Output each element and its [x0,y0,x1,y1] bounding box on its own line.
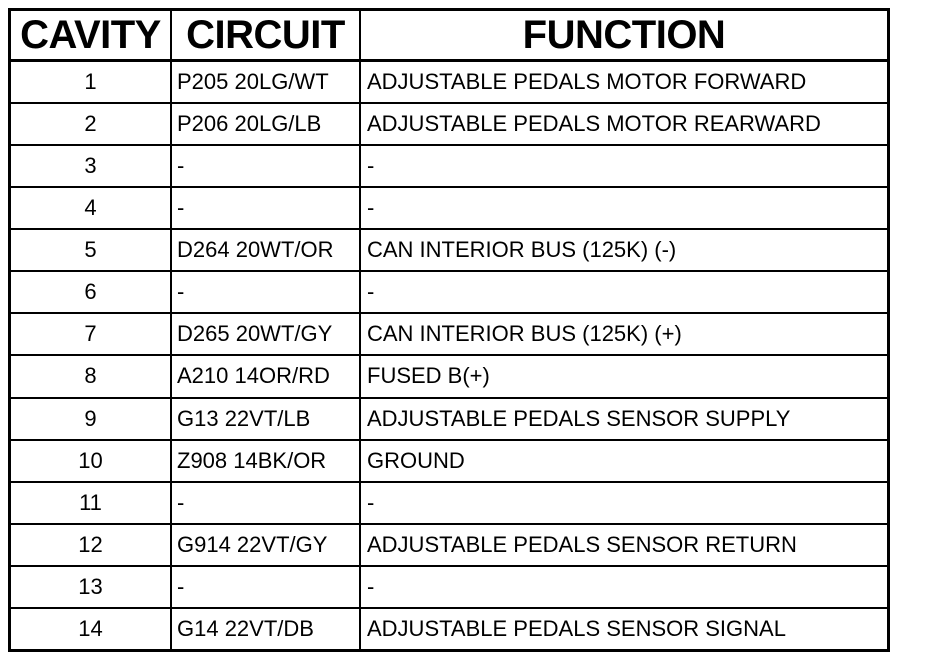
table-body [11,61,887,650]
circuit-cell: - [171,145,360,187]
table-row [11,355,887,397]
table-row [11,313,887,355]
table-row [11,524,887,566]
cavity-cell: 12 [11,524,171,566]
table-row [11,440,887,482]
cavity-cell: 8 [11,355,171,397]
circuit-cell: A210 14OR/RD [171,355,360,397]
table-row [11,566,887,608]
header-cavity: CAVITY [11,11,171,61]
circuit-cell: G14 22VT/DB [171,608,360,649]
cavity-cell: 3 [11,145,171,187]
circuit-cell: G13 22VT/LB [171,398,360,440]
header-function: FUNCTION [360,11,887,61]
function-cell: - [360,566,887,608]
table-row [11,229,887,271]
cavity-cell: 2 [11,103,171,145]
table-row [11,608,887,649]
cavity-cell: 6 [11,271,171,313]
table-row [11,61,887,104]
circuit-cell: - [171,482,360,524]
table-row [11,482,887,524]
circuit-cell: P205 20LG/WT [171,61,360,104]
cavity-cell: 11 [11,482,171,524]
circuit-cell: Z908 14BK/OR [171,440,360,482]
cavity-cell: 1 [11,61,171,104]
function-cell: ADJUSTABLE PEDALS SENSOR RETURN [360,524,887,566]
table-header [11,11,887,61]
function-cell: - [360,271,887,313]
function-cell: ADJUSTABLE PEDALS SENSOR SUPPLY [360,398,887,440]
pinout-grid [11,11,887,649]
cavity-cell: 5 [11,229,171,271]
function-cell: - [360,482,887,524]
table-row [11,398,887,440]
header-row [11,11,887,61]
function-cell: GROUND [360,440,887,482]
table-row [11,187,887,229]
cavity-cell: 7 [11,313,171,355]
circuit-cell: - [171,566,360,608]
cavity-cell: 13 [11,566,171,608]
function-cell: ADJUSTABLE PEDALS SENSOR SIGNAL [367,615,786,641]
table-row [11,145,887,187]
function-cell: - [360,187,887,229]
table-row [11,271,887,313]
function-cell: CAN INTERIOR BUS (125K) (+) [360,313,887,355]
header-circuit: CIRCUIT [171,11,360,61]
function-cell: FUSED B(+) [360,355,887,397]
circuit-cell: - [171,187,360,229]
function-cell: CAN INTERIOR BUS (125K) (-) [360,229,887,271]
cavity-cell: 4 [11,187,171,229]
function-cell: - [360,145,887,187]
connector-pinout-table [8,8,890,652]
function-cell: ADJUSTABLE PEDALS MOTOR REARWARD [360,103,887,145]
circuit-cell: G914 22VT/GY [171,524,360,566]
circuit-cell: D264 20WT/OR [171,229,360,271]
circuit-cell: P206 20LG/LB [171,103,360,145]
table-row [11,103,887,145]
circuit-cell: - [171,271,360,313]
cavity-cell: 10 [11,440,171,482]
cavity-cell: 9 [11,398,171,440]
circuit-cell: D265 20WT/GY [171,313,360,355]
cavity-cell: 14 [11,608,171,649]
function-cell: ADJUSTABLE PEDALS MOTOR FORWARD [360,61,887,104]
